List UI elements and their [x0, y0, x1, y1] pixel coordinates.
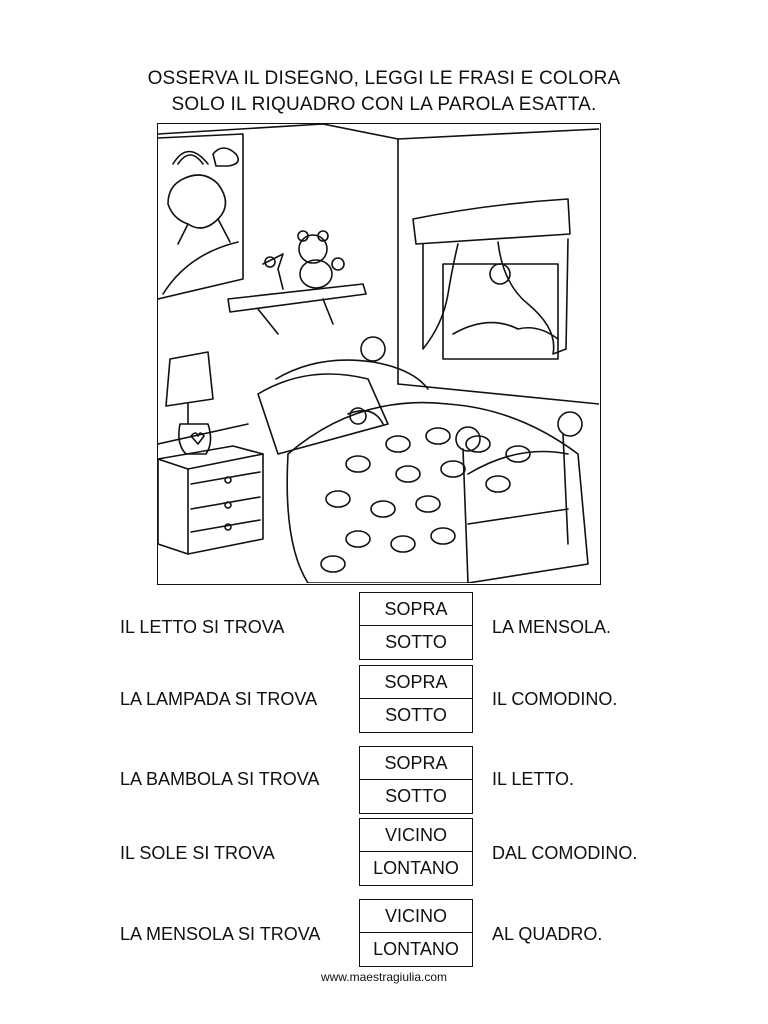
sentence-2-option-sopra[interactable]: SOPRA — [359, 665, 473, 699]
instructions-line-1: OSSERVA IL DISEGNO, LEGGI LE FRASI E COLORA — [147, 68, 621, 89]
sentence-4-option-lontano[interactable]: LONTANO — [359, 852, 473, 886]
footer-website: www.maestragiulia.com — [320, 970, 448, 984]
sentence-1-option-sotto[interactable]: SOTTO — [359, 626, 473, 660]
sentence-3-option-sotto[interactable]: SOTTO — [359, 780, 473, 814]
instructions-title — [0, 66, 768, 118]
sentence-5-option-lontano[interactable]: LONTANO — [359, 933, 473, 967]
sentence-2-prefix: LA LAMPADA SI TROVA — [120, 689, 318, 709]
sentence-5-prefix: LA MENSOLA SI TROVA — [120, 924, 321, 944]
sentence-2-suffix: IL COMODINO. — [492, 689, 618, 709]
nightstand — [158, 446, 263, 554]
sentence-2-option-sotto[interactable]: SOTTO — [359, 699, 473, 733]
instructions-line-2: SOLO IL RIQUADRO CON LA PAROLA ESATTA. — [171, 94, 597, 115]
sentence-3-suffix: IL LETTO. — [492, 769, 575, 789]
sentence-3-option-sopra[interactable]: SOPRA — [359, 746, 473, 780]
sentence-1-suffix: LA MENSOLA. — [492, 617, 612, 637]
sentence-4-option-vicino[interactable]: VICINO — [359, 818, 473, 852]
sentence-1-option-sopra[interactable]: SOPRA — [359, 592, 473, 626]
sentence-4-prefix: IL SOLE SI TROVA — [120, 843, 275, 863]
sentence-1-prefix: IL LETTO SI TROVA — [120, 617, 285, 637]
sentence-5-suffix: AL QUADRO. — [492, 924, 603, 944]
lamp — [166, 352, 213, 454]
sentence-5-option-vicino[interactable]: VICINO — [359, 899, 473, 933]
wall-shelf — [228, 231, 366, 334]
window — [413, 199, 570, 359]
sentence-3-prefix: LA BAMBOLA SI TROVA — [120, 769, 320, 789]
wall-picture — [158, 134, 243, 299]
bedroom-illustration — [157, 123, 601, 585]
sentence-4-suffix: DAL COMODINO. — [492, 843, 638, 863]
bed — [258, 337, 588, 583]
